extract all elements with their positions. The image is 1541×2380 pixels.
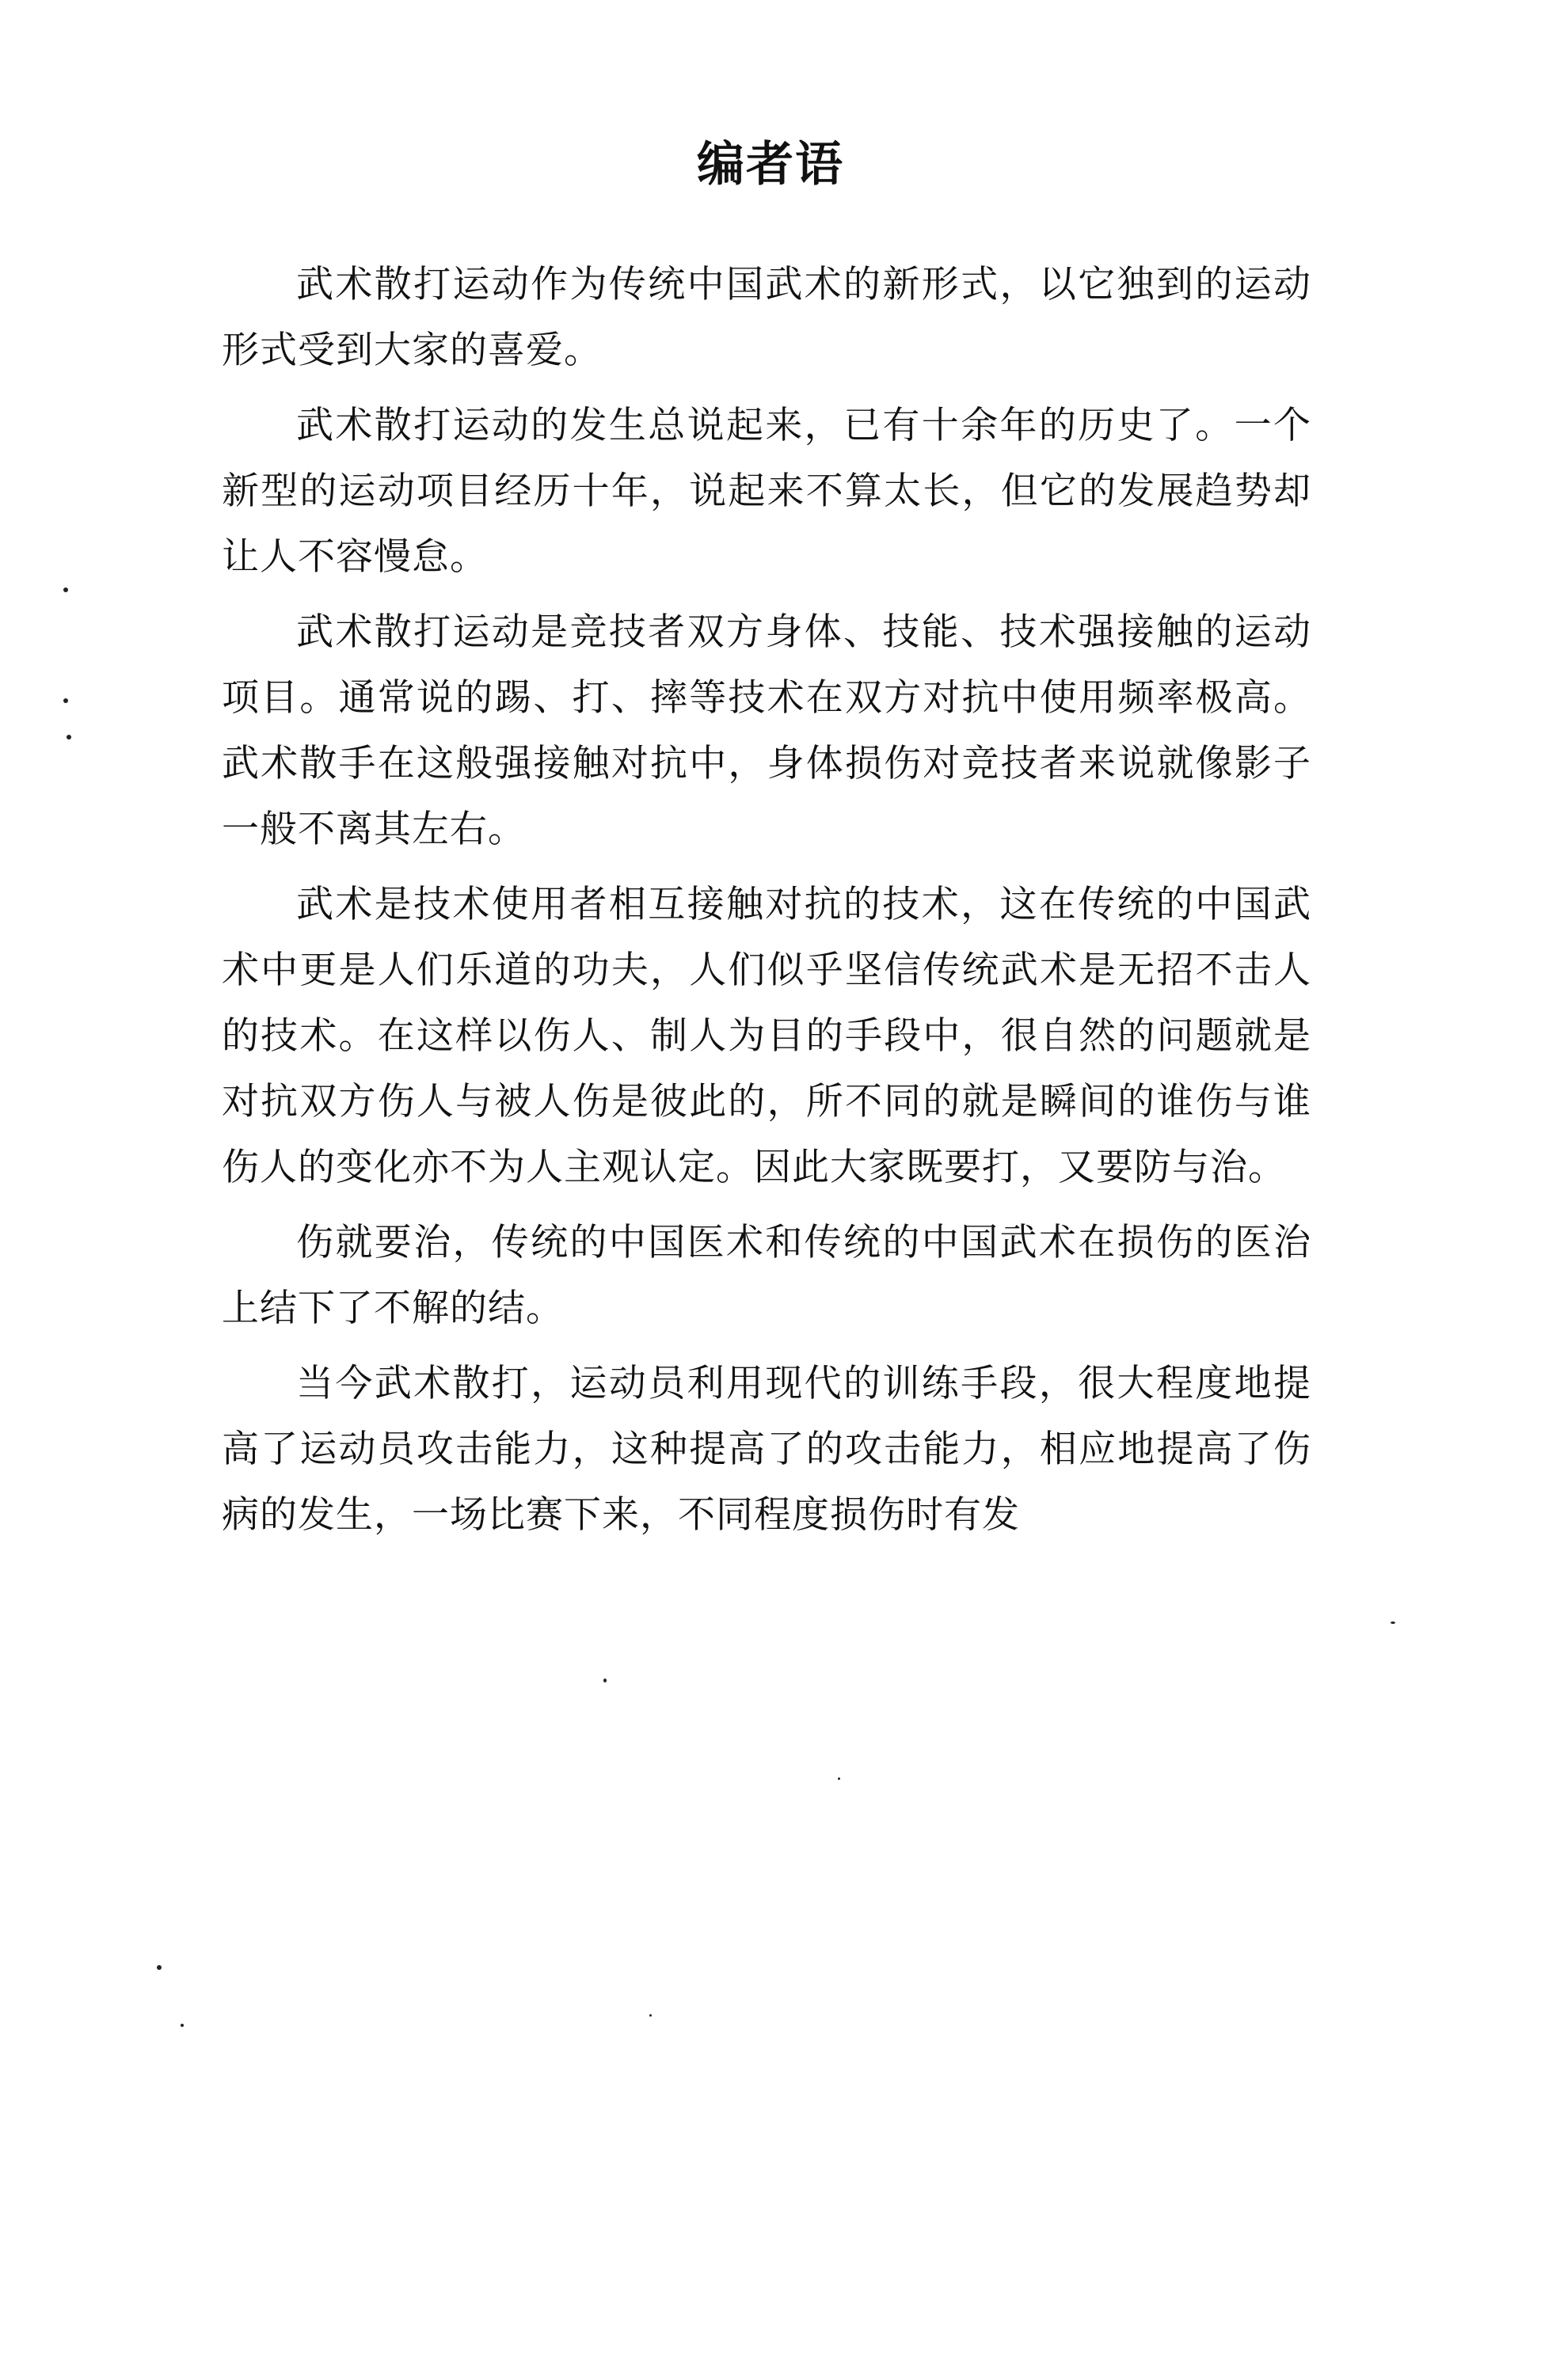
- body-text: [222, 252, 1311, 1557]
- scan-speck: [603, 1679, 607, 1682]
- scan-speck: [63, 698, 68, 703]
- scan-speck: [63, 587, 68, 592]
- paragraph-6: 当今武术散打，运动员利用现代的训练手段，很大程度地提高了运动员攻击能力，这种提高了的攻击能力，相应地提高了伤病的发生，一场比赛下来，不同程度损伤时有发: [222, 1362, 1311, 1537]
- paragraph-2: 武术散打运动的发生总说起来，已有十余年的历史了。一个新型的运动项目经历十年，说起来不算太长，但它的发展趋势却让人不容慢怠。: [222, 404, 1311, 579]
- scan-speck: [838, 1777, 840, 1780]
- paragraph-1: 武术散打运动作为传统中国武术的新形式，以它独到的运动形式受到大家的喜爱。: [222, 263, 1311, 372]
- scan-speck: [649, 2014, 652, 2017]
- paragraph-4: 武术是技术使用者相互接触对抗的技术，这在传统的中国武术中更是人们乐道的功夫，人们似乎坚信传统武术是无招不击人的技术。在这样以伤人、制人为目的手段中，很自然的问题就是对抗双方伤人与被人伤是彼此的，所不同的就是瞬间的谁伤与谁伤人的变化亦不为人主观认定。因此大家既要打，又要防与治。: [222, 883, 1311, 1189]
- scan-speck: [1391, 1622, 1395, 1624]
- scan-speck: [67, 735, 71, 739]
- paragraph-5: 伤就要治，传统的中国医术和传统的中国武术在损伤的医治上结下了不解的结。: [222, 1221, 1311, 1330]
- paragraph-3: 武术散打运动是竞技者双方身体、技能、技术强接触的运动项目。通常说的踢、打、摔等技术在双方对抗中使用频率极高。武术散手在这般强接触对抗中，身体损伤对竞技者来说就像影子一般不离其左右。: [222, 610, 1311, 851]
- scan-speck: [157, 1965, 162, 1970]
- page-title: 编者语: [697, 137, 844, 193]
- scan-speck: [181, 2024, 184, 2027]
